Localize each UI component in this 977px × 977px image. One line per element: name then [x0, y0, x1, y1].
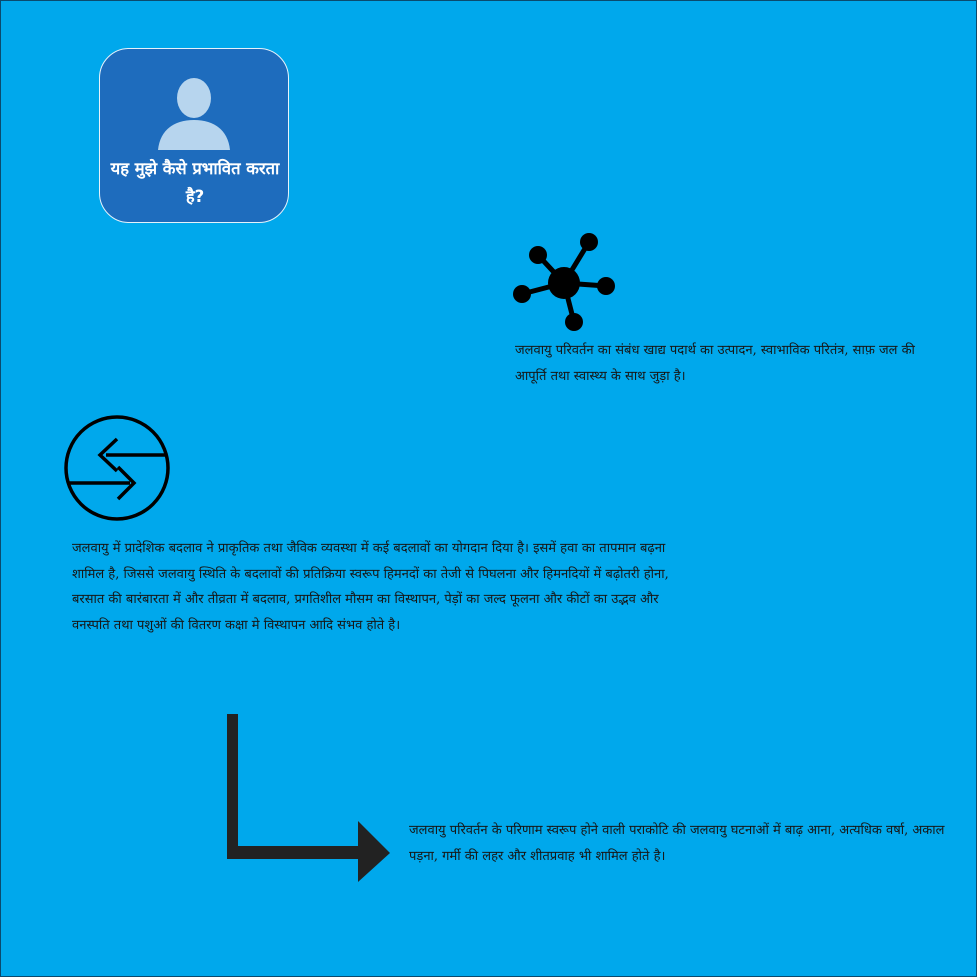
food-water-health-text: जलवायु परिवर्तन का संबंध खाद्य पदार्थ का उत्पादन, स्वाभाविक परितंत्र, साफ़ जल की आपूर्ति तथा स्वास्थ्य के साथ जुड़ा है।: [515, 343, 915, 384]
regional-change-text: जलवायु में प्रादेशिक बदलाव ने प्राकृतिक तथा जैविक व्यवस्था में कई बदलावों का योगदान दिया है। इसमें हवा का तापमान बढ़ना शामिल है, जिससे जलवायु स्थिति के बदलावों की प्रतिक्रिया स्वरूप हिमनदों का तेजी से पिघलना और हिमनदियों में बढ़ोतरी होना, बरसात की बारंबारता में और तीव्रता में बदलाव, प्रगतिशील मौसम का विस्थापन, पेड़ों का जल्द फूलना और कीटों का उद्भव और वनस्पति तथा पशुओं की वितरण कक्षा मे विस्थापन आदि संभव होते है।: [72, 541, 669, 633]
exchange-arrows-icon: [62, 415, 172, 525]
user-icon: [156, 76, 232, 150]
turn-right-arrow-icon: [224, 712, 394, 884]
card-title: यह मुझे कैसे प्रभावित करता है?: [110, 159, 280, 206]
network-icon: [510, 230, 620, 335]
extreme-events-text: जलवायु परिवर्तन के परिणाम स्वरूप होने वाली पराकोटि की जलवायु घटनाओं में बाढ़ आना, अत्यधिक वर्षा, अकाल पड़ना, गर्मी की लहर और शीतप्रवाह भी शामिल होते है।: [409, 823, 945, 864]
info-card[interactable]: [99, 48, 289, 223]
